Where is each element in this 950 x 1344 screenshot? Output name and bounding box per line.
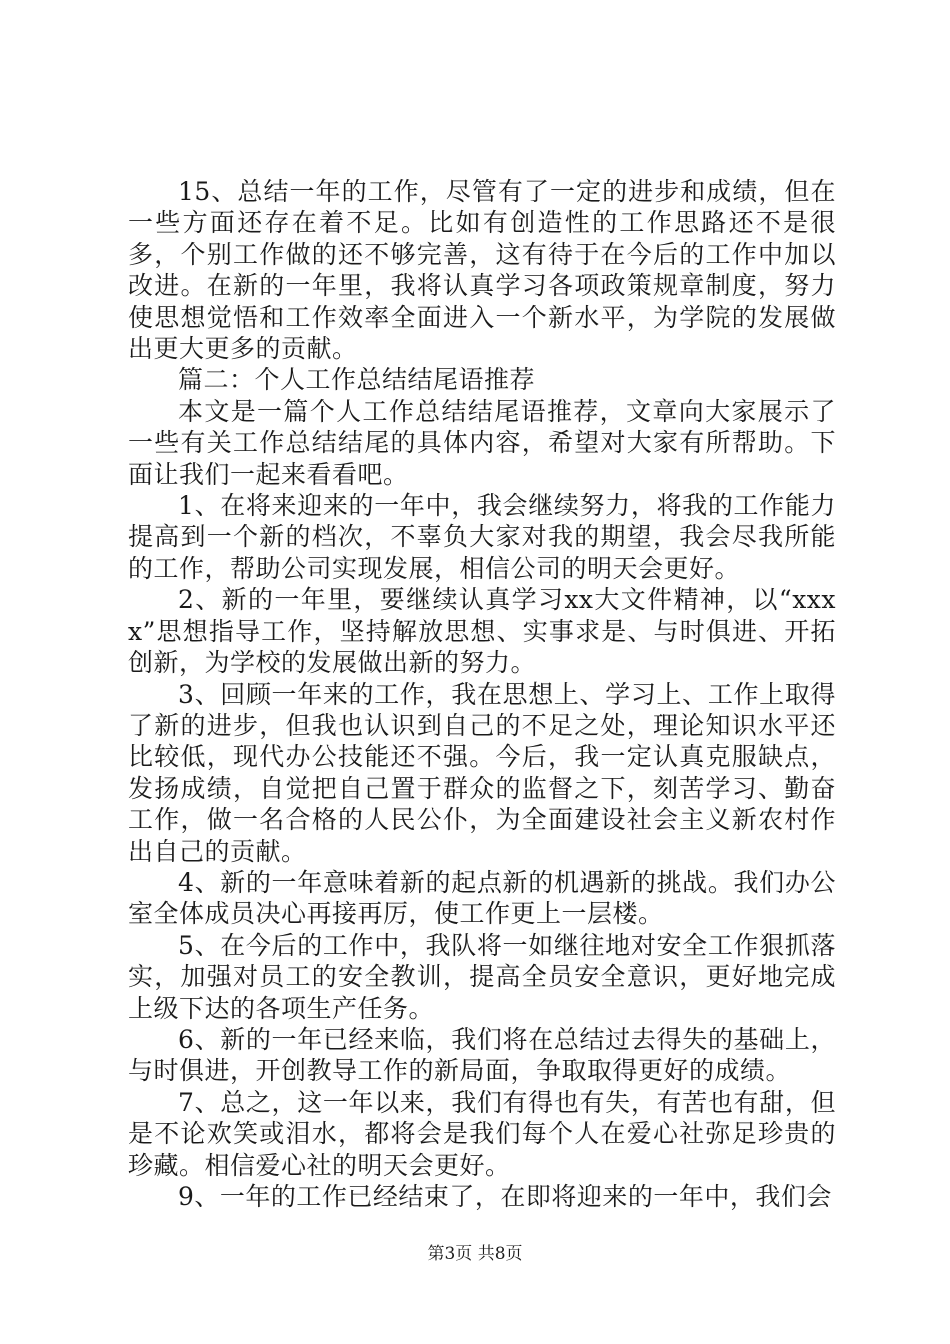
paragraph-9: 9、一年的工作已经结束了，在即将迎来的一年中，我们会 bbox=[178, 1182, 832, 1211]
document-body bbox=[128, 176, 836, 1212]
section-heading: 篇二：个人工作总结结尾语推荐 bbox=[178, 365, 536, 395]
paragraph-5: 5、在今后的工作中，我队将一如继往地对安全工作狠抓落实，加强对员工的安全教训，提高全员安全意识，更好地完成上级下达的各项生产任务。 bbox=[128, 930, 836, 1023]
intro-paragraph: 本文是一篇个人工作总结结尾语推荐，文章向大家展示了一些有关工作总结结尾的具体内容，希望对大家有所帮助。下面让我们一起来看看吧。 bbox=[128, 396, 836, 489]
page-number-footer: 第3页 共8页 bbox=[427, 1244, 523, 1264]
paragraph-6: 6、新的一年已经来临，我们将在总结过去得失的基础上，与时俱进，开创教导工作的新局面，争取取得更好的成绩。 bbox=[128, 1024, 836, 1086]
paragraph-4: 4、新的一年意味着新的起点新的机遇新的挑战。我们办公室全体成员决心再接再厉，使工作更上一层楼。 bbox=[128, 867, 836, 929]
paragraph-3: 3、回顾一年来的工作，我在思想上、学习上、工作上取得了新的进步，但我也认识到自己的不足之处，理论知识水平还比较低，现代办公技能还不强。今后，我一定认真克服缺点，发扬成绩，自觉把自己置于群众的监督之下，刻苦学习、勤奋工作，做一名合格的人民公仆，为全面建设社会主义新农村作出自己的贡献。 bbox=[128, 679, 836, 866]
paragraph-2: 2、新的一年里，要继续认真学习xx大文件精神，以“xxxx”思想指导工作，坚持解放思想、实事求是、与时俱进、开拓创新，为学校的发展做出新的努力。 bbox=[128, 585, 836, 678]
paragraph-15: 15、总结一年的工作，尽管有了一定的进步和成绩，但在一些方面还存在着不足。比如有创造性的工作思路还不是很多，个别工作做的还不够完善，这有待于在今后的工作中加以改进。在新的一年里，我将认真学习各项政策规章制度，努力使思想觉悟和工作效率全面进入一个新水平，为学院的发展做出更大更多的贡献。 bbox=[128, 177, 836, 364]
paragraph-7: 7、总之，这一年以来，我们有得也有失，有苦也有甜，但是不论欢笑或泪水，都将会是我们每个人在爱心社弥足珍贵的珍藏。相信爱心社的明天会更好。 bbox=[128, 1087, 836, 1180]
paragraph-1: 1、在将来迎来的一年中，我会继续努力，将我的工作能力提高到一个新的档次，不辜负大家对我的期望，我会尽我所能的工作，帮助公司实现发展，相信公司的明天会更好。 bbox=[128, 491, 836, 583]
